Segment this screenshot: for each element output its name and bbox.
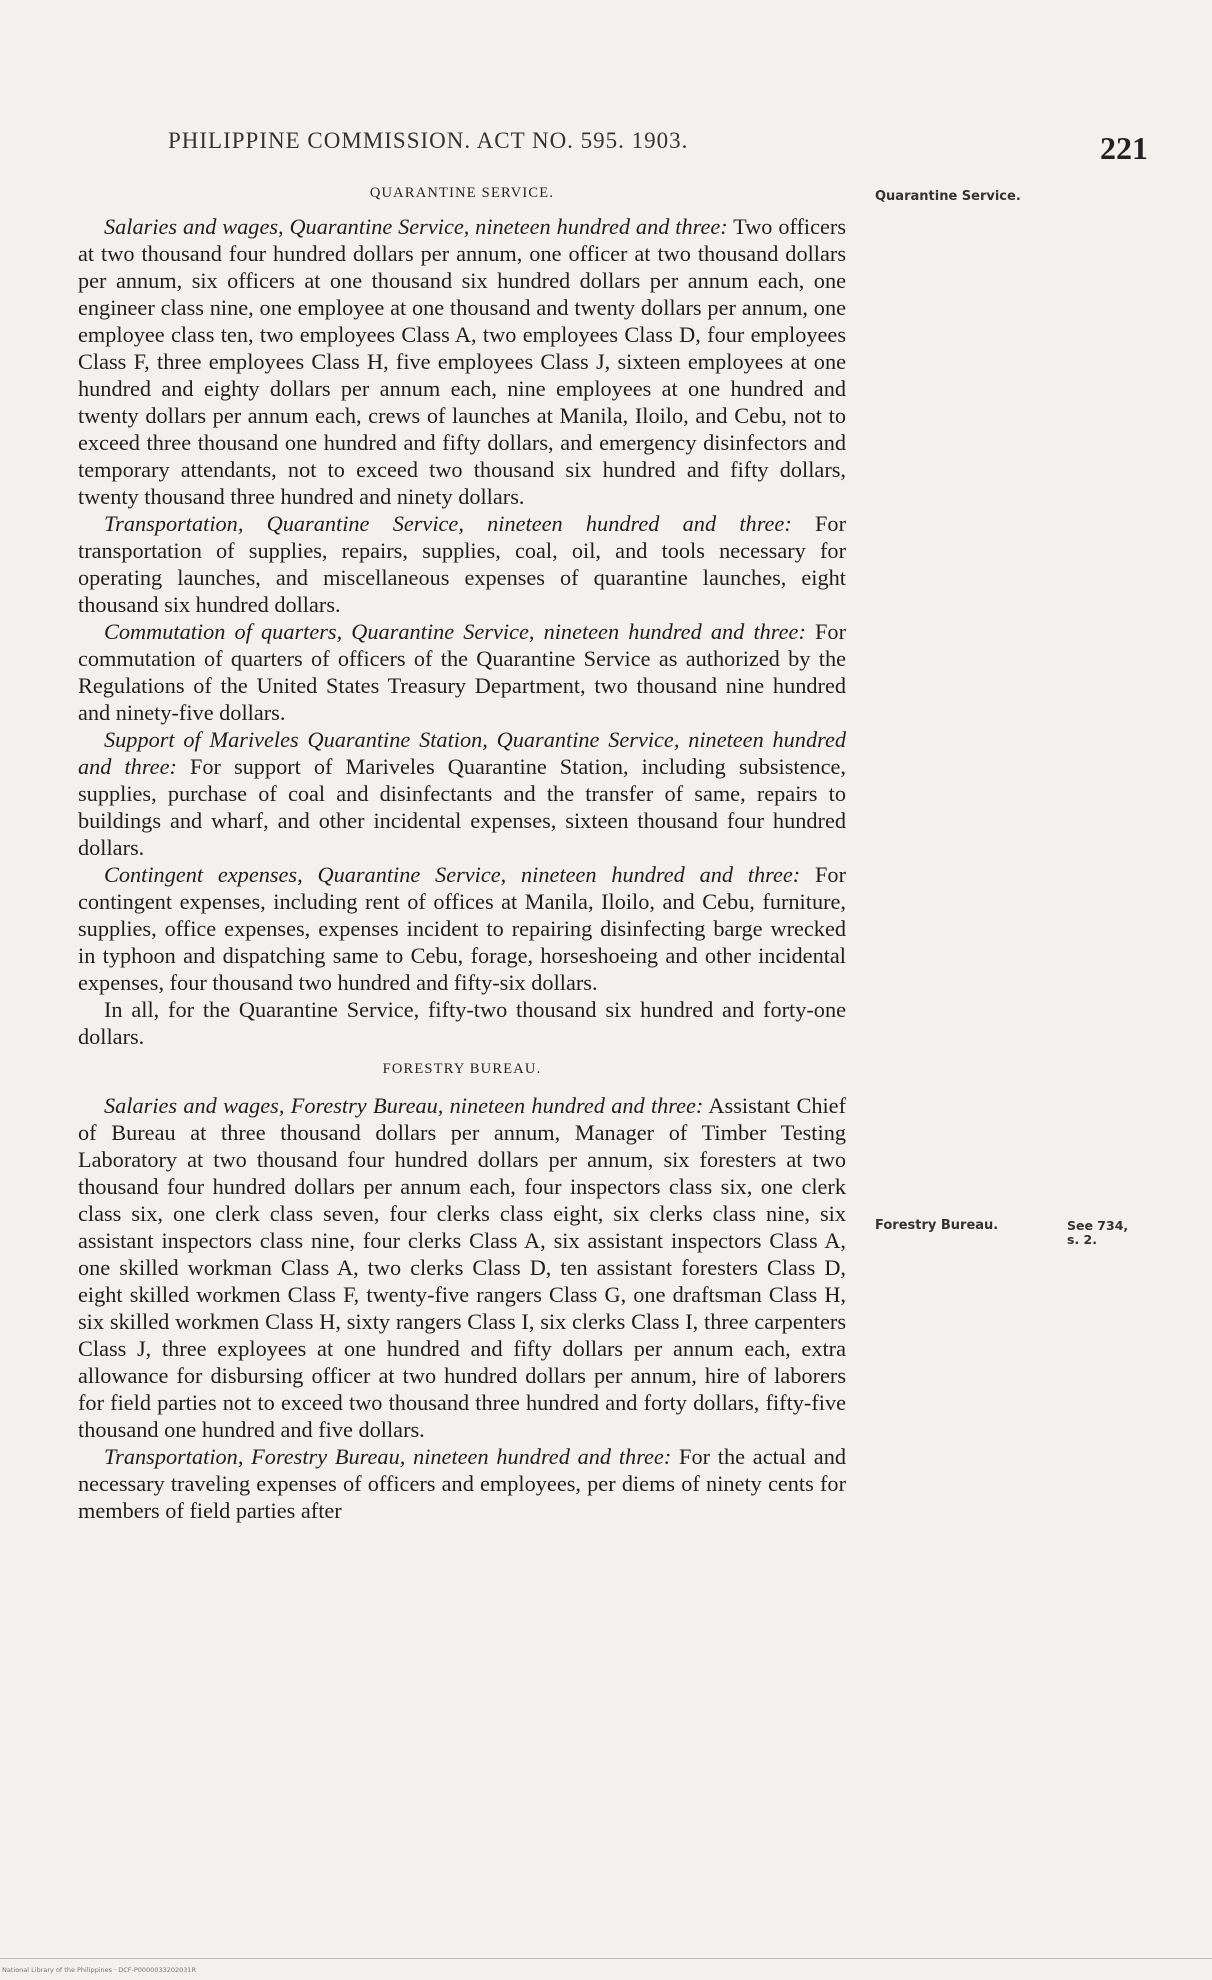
section-heading-quarantine: QUARANTINE SERVICE. xyxy=(369,185,555,201)
paragraph-body: In all, for the Quarantine Service, fifty-two thousand six hundred and forty-one dollars. xyxy=(78,997,846,1049)
paragraph-lead: Salaries and wages, Forestry Bureau, nineteen hundred and three: xyxy=(104,1093,704,1118)
paragraph-body: Two officers at two thousand four hundred dollars per annum, one officer at two thousand dollars per annum, six officers at one thousand six hundred dollars per annum each, one engineer class nine, one employee at one thousand and twenty dollars per annum, one employee class ten, two employees Class A, two employees Class D, four employees Class F, three employees Class H, five employees Class J, sixteen employees at one hundred and eighty dollars per annum each, nine employees at one hundred and twenty dollars per annum each, crews of launches at Manila, Iloilo, and Cebu, not to exceed three thousand one hundred and fifty dollars, and emergency disinfectors and temporary attendants, not to exceed two thousand six hundred and fifty dollars, twenty thousand three hundred and ninety dollars. xyxy=(78,214,847,509)
paragraph-mariveles-quarantine xyxy=(78,726,846,861)
footer-divider xyxy=(0,1958,1212,1959)
paragraph-lead: Transportation, Forestry Bureau, nineteen hundred and three: xyxy=(104,1444,672,1469)
paragraph-body: For support of Mariveles Quarantine Station, including subsistence, supplies, purchase of coal and disinfectants and the transfer of same, repairs to buildings and wharf, and other incidental expenses, sixteen thousand four hundred dollars. xyxy=(78,754,846,860)
paragraph-lead: Transportation, Quarantine Service, nineteen hundred and three: xyxy=(104,511,792,536)
paragraph-lead: Contingent expenses, Quarantine Service, nineteen hundred and three: xyxy=(104,862,801,887)
paragraph-lead: Salaries and wages, Quarantine Service, nineteen hundred and three: xyxy=(104,214,728,239)
paragraph-contingent-quarantine xyxy=(78,861,846,996)
paragraph-lead: Commutation of quarters, Quarantine Service, nineteen hundred and three: xyxy=(104,619,806,644)
paragraph-body: For transportation of supplies, repairs, supplies, coal, oil, and tools necessary for operating launches, and miscellaneous expenses of quarantine launches, eight thousand six hundred dollars. xyxy=(78,511,846,617)
footer-tag: National Library of the Philippines · DCF-P0000033202031R xyxy=(2,1966,197,1974)
paragraph-salaries-forestry xyxy=(78,1092,846,1443)
paragraph-body: Assistant Chief of Bureau at three thousand dollars per annum, Manager of Timber Testing Laboratory at two thousand four hundred dollars per annum, six foresters at two thousand four hundred dollars per annum each, four inspectors class six, one clerk class six, one clerk class seven, four clerks class eight, six clerks class nine, six assistant inspectors class nine, four clerks Class A, six assistant inspectors Class A, one skilled workman Class A, two clerks Class D, ten assistant foresters Class D, eight skilled workmen Class F, twenty-five rangers Class G, one draftsman Class H, six skilled workmen Class H, sixty rangers Class I, six clerks Class I, three carpenters Class J, three exployees at one hundred and fifty dollars per annum each, extra allowance for disbursing officer at two hundred dollars per annum, hire of laborers for field parties not to exceed two thousand three hundred and forty dollars, fifty-five thousand one hundred and five dollars. xyxy=(78,1093,847,1442)
margin-note-forestry-ref2: s. 2. xyxy=(1067,1232,1097,1247)
paragraph-transportation-quarantine xyxy=(78,510,846,618)
running-head: PHILIPPINE COMMISSION. ACT NO. 595. 1903. xyxy=(168,128,689,153)
margin-note-quarantine: Quarantine Service. xyxy=(875,189,1021,204)
paragraph-body: For contingent expenses, including rent of offices at Manila, Iloilo, and Cebu, furniture, supplies, office expenses, expenses incident to repairing disinfecting barge wrecked in typhoon and dispatching same to Cebu, forage, horseshoeing and other incidental expenses, four thousand two hundred and fifty-six dollars. xyxy=(78,862,846,995)
main-text xyxy=(78,184,846,1524)
paragraph-body: For commutation of quarters of officers of the Quarantine Service as authorized by the Regulations of the United States Treasury Department, two thousand nine hundred and ninety-five dollars. xyxy=(78,619,846,725)
paragraph-salaries-quarantine xyxy=(78,213,846,510)
margin-note-forestry-ref: See 734, xyxy=(1067,1218,1129,1233)
paragraph-transportation-forestry xyxy=(78,1443,846,1524)
section-heading-forestry: FORESTRY BUREAU. xyxy=(382,1061,542,1077)
paragraph-lead: Support of Mariveles Quarantine Station, Quarantine Service, nineteen hundred and three: xyxy=(78,727,846,779)
paragraph-body: For the actual and necessary traveling expenses of officers and employees, per diems of ninety cents for members of field parties after xyxy=(78,1444,846,1523)
margin-note-forestry-label: Forestry Bureau. xyxy=(875,1218,999,1233)
page-number: 221 xyxy=(1100,130,1148,166)
margin-note-forestry xyxy=(875,1218,1175,1247)
paragraph-commutation-quarantine xyxy=(78,618,846,726)
paragraph-total-quarantine xyxy=(78,996,846,1050)
